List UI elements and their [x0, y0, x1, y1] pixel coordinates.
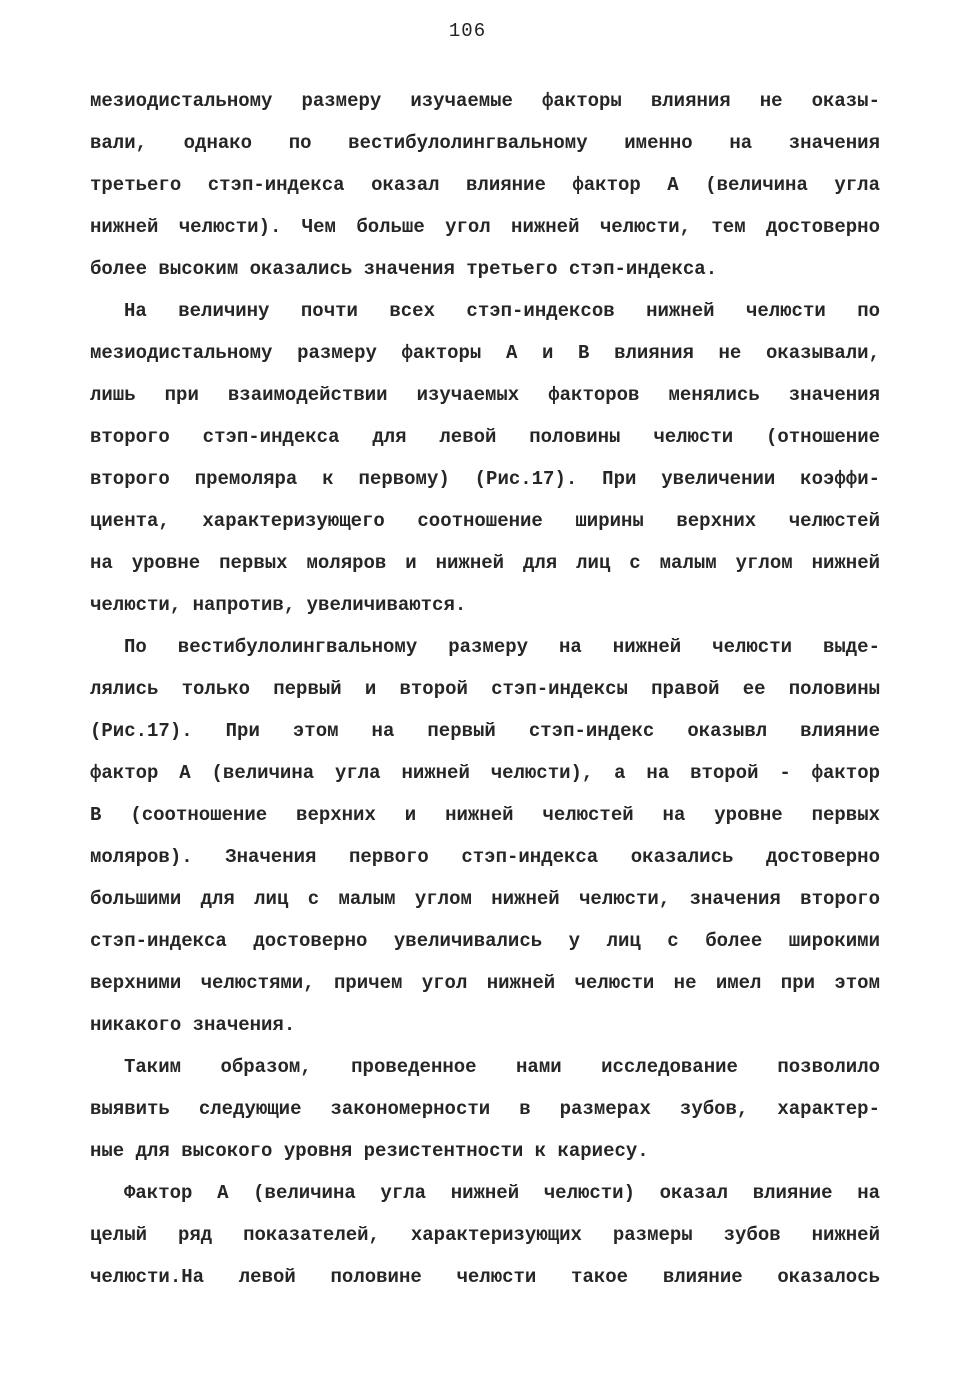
text-line: вали, однако по вестибулолингвальному именно на значения [90, 132, 880, 154]
text-line: мезиодистальному размеру изучаемые факторы влияния не оказы- [90, 90, 880, 112]
text-line: верхними челюстями, причем угол нижней челюсти не имел при этом [90, 972, 880, 994]
text-line: (Рис.17). При этом на первый стэп-индекс оказывл влияние [90, 720, 880, 742]
text-line: фактор А (величина угла нижней челюсти), а на второй - фактор [90, 762, 880, 784]
text-line: лишь при взаимодействии изучаемых факторов менялись значения [90, 384, 880, 406]
text-line: большими для лиц с малым углом нижней челюсти, значения второго [90, 888, 880, 910]
text-line: челюсти, напротив, увеличиваются. [90, 594, 467, 616]
text-line: целый ряд показателей, характеризующих размеры зубов нижней [90, 1224, 880, 1246]
text-line: второго стэп-индекса для левой половины челюсти (отношение [90, 426, 880, 448]
text-line: лялись только первый и второй стэп-индексы правой ее половины [90, 678, 880, 700]
text-line: на уровне первых моляров и нижней для лиц с малым углом нижней [90, 552, 880, 574]
text-line: циента, характеризующего соотношение ширины верхних челюстей [90, 510, 880, 532]
text-line: На величину почти всех стэп-индексов нижней челюсти по [124, 300, 880, 322]
text-line: более высоким оказались значения третьего стэп-индекса. [90, 258, 718, 280]
text-line: выявить следующие закономерности в размерах зубов, характер- [90, 1098, 880, 1120]
text-line: Таким образом, проведенное нами исследование позволило [124, 1056, 880, 1078]
text-line: Фактор А (величина угла нижней челюсти) оказал влияние на [124, 1182, 880, 1204]
text-line: моляров). Значения первого стэп-индекса оказались достоверно [90, 846, 880, 868]
text-line: В (соотношение верхних и нижней челюстей на уровне первых [90, 804, 880, 826]
text-line: третьего стэп-индекса оказал влияние фактор А (величина угла [90, 174, 880, 196]
text-line: ные для высокого уровня резистентности к кариесу. [90, 1140, 649, 1162]
page-number: 106 [448, 20, 487, 42]
text-line: челюсти.На левой половине челюсти такое влияние оказалось [90, 1266, 880, 1288]
text-line: нижней челюсти). Чем больше угол нижней челюсти, тем достоверно [90, 216, 880, 238]
body-text [90, 80, 880, 1298]
text-line: По вестибулолингвальному размеру на нижней челюсти выде- [124, 636, 880, 658]
text-line: мезиодистальному размеру факторы А и В влияния не оказывали, [90, 342, 880, 364]
text-line: никакого значения. [90, 1014, 296, 1036]
text-line: стэп-индекса достоверно увеличивались у лиц с более широкими [90, 930, 880, 952]
text-line: второго премоляра к первому) (Рис.17). При увеличении коэффи- [90, 468, 880, 490]
